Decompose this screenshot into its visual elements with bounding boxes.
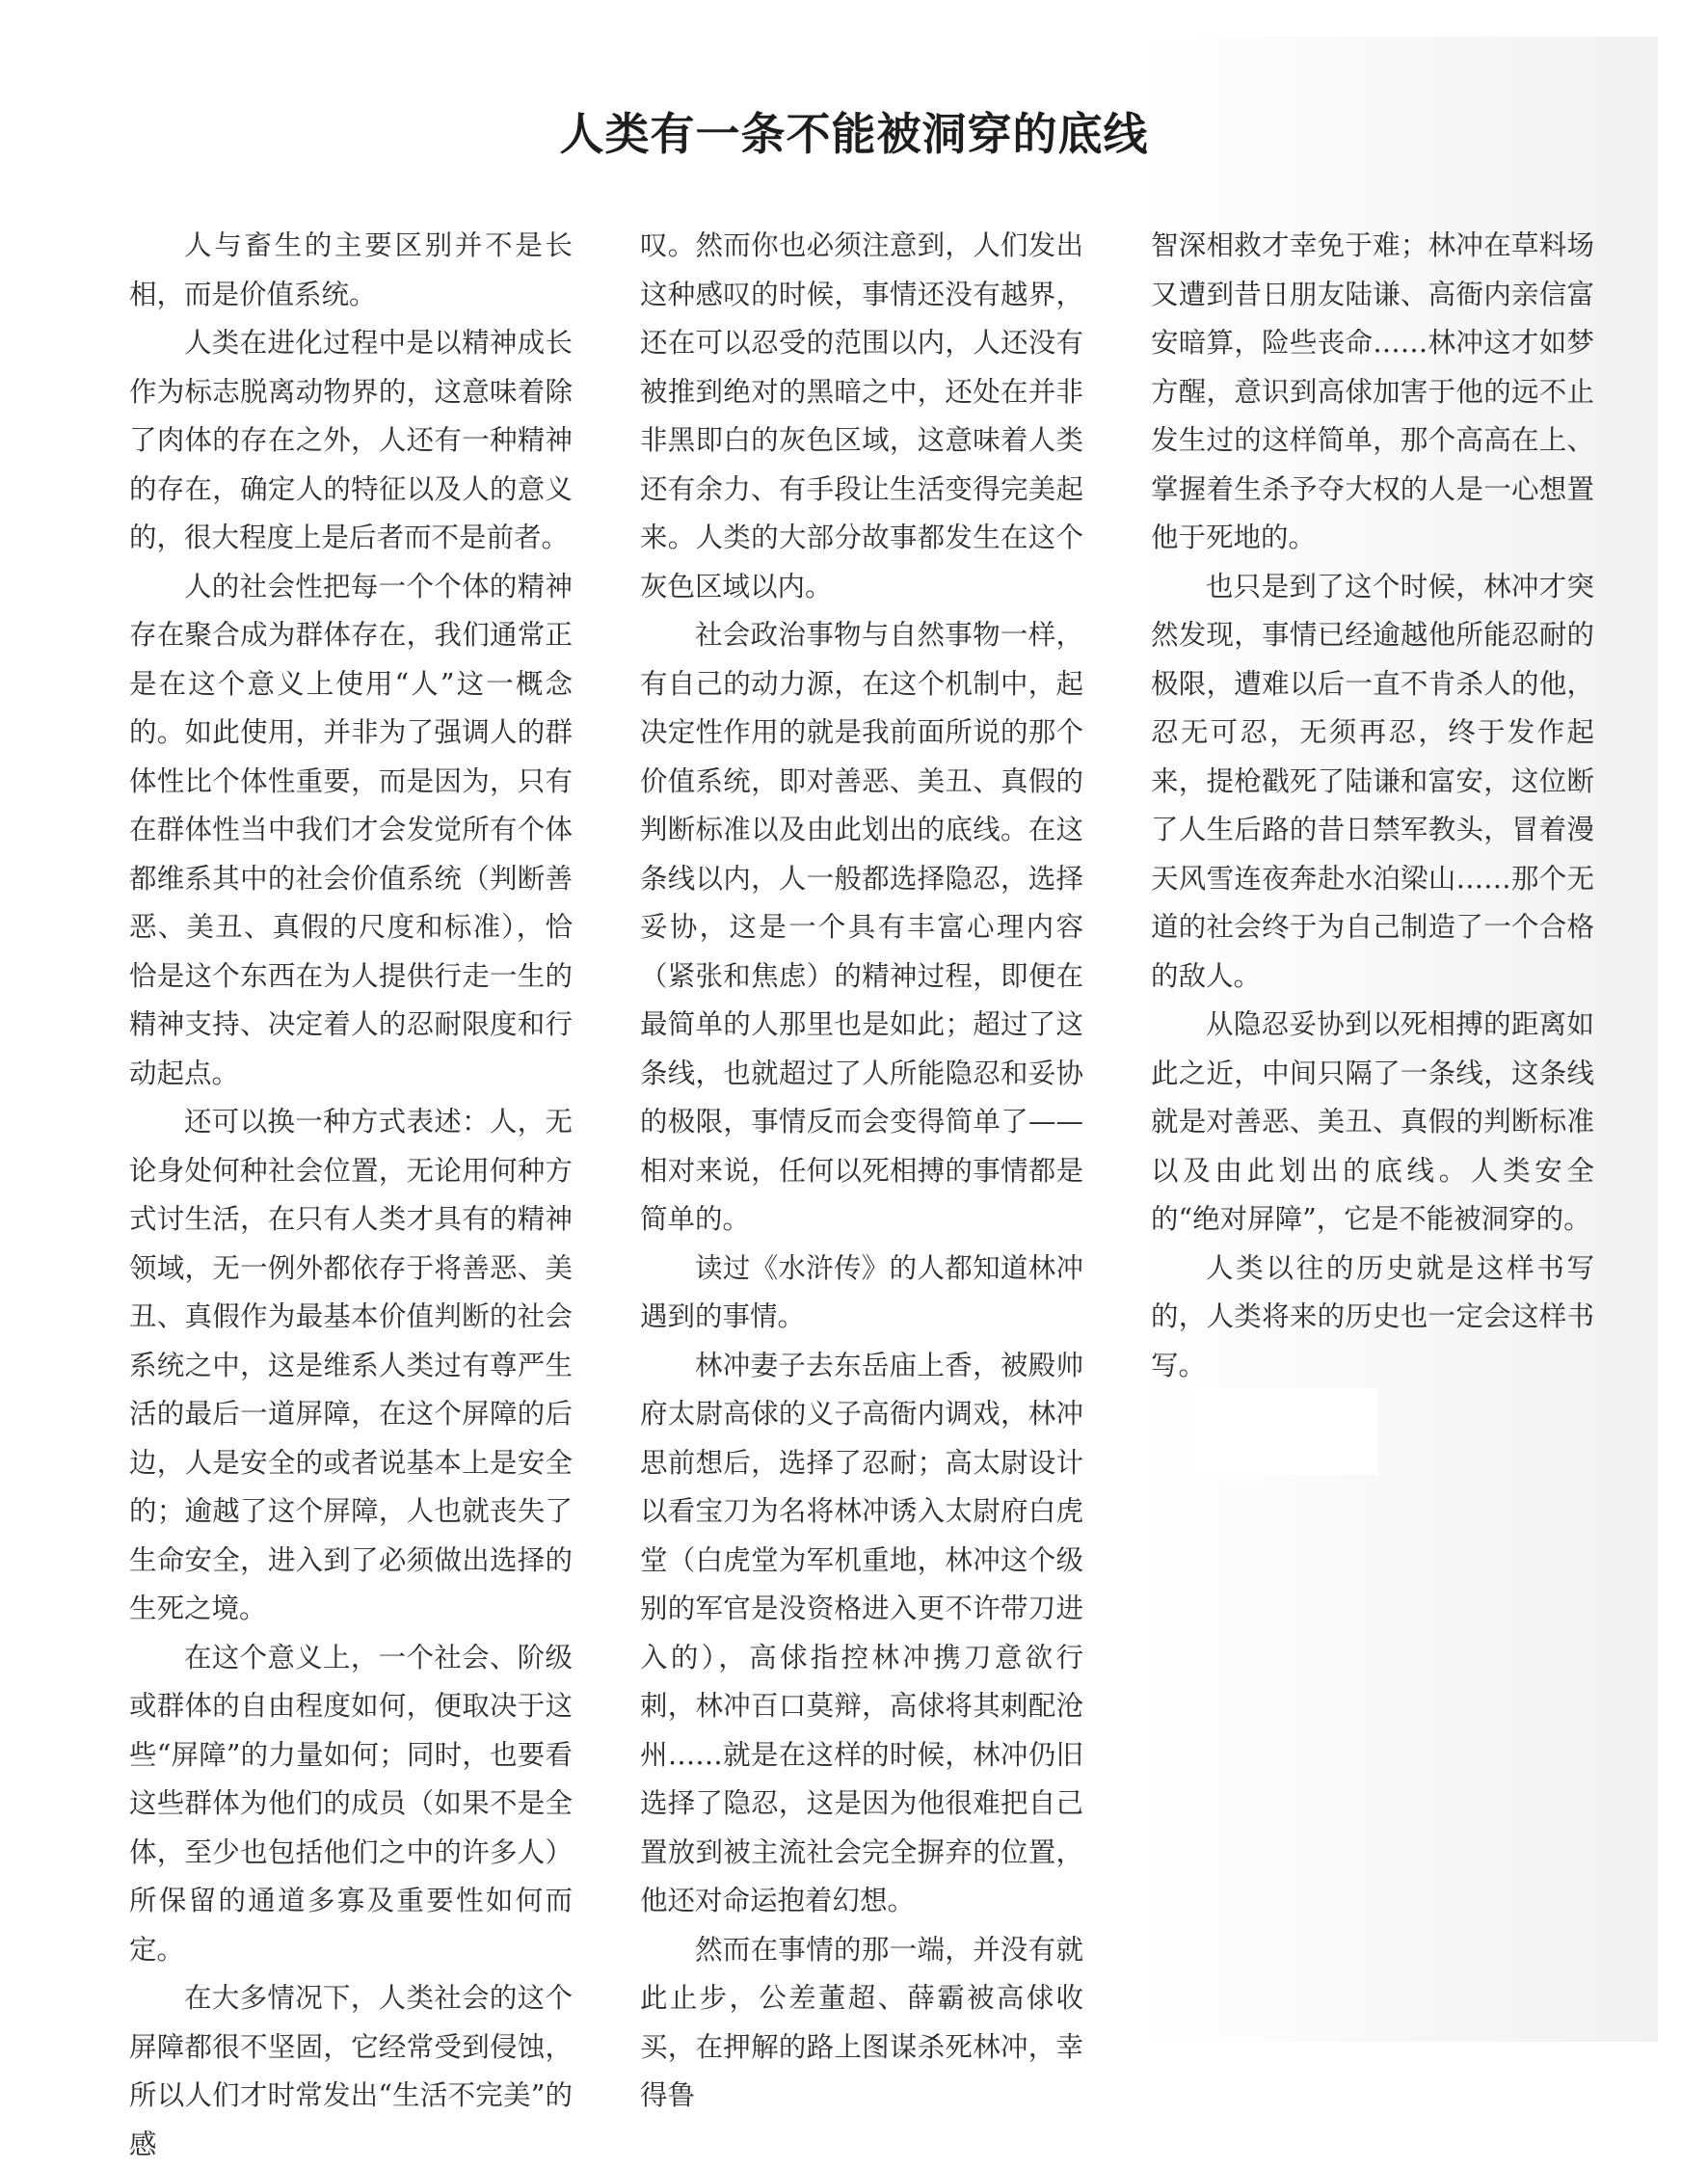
paragraph: 人类在进化过程中是以精神成长作为标志脱离动物界的，这意味着除了肉体的存在之外，人还有一种精神的存在，确定人的特征以及人的意义的，很大程度上是后者而不是前者。 <box>129 327 573 553</box>
paragraph: 然而在事情的那一端，并没有就此止步，公差董超、薛霸被高俅收买，在押解的路上图谋杀死林冲，幸得鲁 <box>640 1933 1083 2111</box>
article-column-1 <box>129 222 573 2169</box>
article-column-2 <box>640 222 1083 2121</box>
paragraph: 林冲妻子去东岳庙上香，被殿帅府太尉高俅的义子高衙内调戏，林冲思前想后，选择了忍耐；高太尉设计以看宝刀为名将林冲诱入太尉府白虎堂（白虎堂为军机重地，林冲这个级别的军官是没资格进入更不许带刀进入的），高俅指控林冲携刀意欲行刺，林冲百口莫辩，高俅将其刺配沧州……就是在这样的时候，林冲仍旧选择了隐忍，这是因为他很难把自己置放到被主流社会完全摒弃的位置，他还对命运抱着幻想。 <box>640 1349 1083 1916</box>
blank-patch <box>1195 1388 1378 1475</box>
paragraph: 社会政治事物与自然事物一样，有自己的动力源，在这个机制中，起决定性作用的就是我前面所说的那个价值系统，即对善恶、美丑、真假的判断标准以及由此划出的底线。在这条线以内，人一般都选择隐忍，选择妥协，这是一个具有丰富心理内容（紧张和焦虑）的精神过程，即便在最简单的人那里也是如此；超过了这条线，也就超过了人所能隐忍和妥协的极限，事情反而会变得简单了——相对来说，任何以死相搏的事情都是简单的。 <box>640 619 1083 1235</box>
paragraph: 人与畜生的主要区别并不是长相，而是价值系统。 <box>129 229 573 310</box>
paragraph: 人的社会性把每一个个体的精神存在聚合成为群体存在，我们通常正是在这个意义上使用“人”这一概念的。如此使用，并非为了强调人的群体性比个体性重要，而是因为，只有在群体性当中我们才会发觉所有个体都维系其中的社会价值系统（判断善恶、美丑、真假的尺度和标准），恰恰是这个东西在为人提供行走一生的精神支持、决定着人的忍耐限度和行动起点。 <box>129 570 573 1089</box>
article-title: 人类有一条不能被洞穿的底线 <box>559 107 1149 160</box>
paragraph: 从隐忍妥协到以死相搏的距离如此之近，中间只隔了一条线，这条线就是对善恶、美丑、真假的判断标准以及由此划出的底线。人类安全的“绝对屏障”，它是不能被洞穿的。 <box>1151 1008 1594 1235</box>
paragraph: 在这个意义上，一个社会、阶级或群体的自由程度如何，便取决于这些“屏障”的力量如何；同时，也要看这些群体为他们的成员（如果不是全体，至少也包括他们之中的许多人）所保留的通道多寡及重要性如何而定。 <box>129 1641 573 1966</box>
article-column-3 <box>1151 222 1594 1390</box>
paragraph: 还可以换一种方式表述：人，无论身处何种社会位置，无论用何种方式讨生活，在只有人类才具有的精神领域，无一例外都依存于将善恶、美丑、真假作为最基本价值判断的社会系统之中，这是维系人类过有尊严生活的最后一道屏障，在这个屏障的后边，人是安全的或者说基本上是安全的；逾越了这个屏障，人也就丧失了生命安全，进入到了必须做出选择的生死之境。 <box>129 1106 573 1624</box>
paragraph: 叹。然而你也必须注意到，人们发出这种感叹的时候，事情还没有越界，还在可以忍受的范围以内，人还没有被推到绝对的黑暗之中，还处在并非非黑即白的灰色区域，这意味着人类还有余力、有手段让生活变得完美起来。人类的大部分故事都发生在这个灰色区域以内。 <box>640 229 1083 602</box>
paragraph: 读过《水浒传》的人都知道林冲遇到的事情。 <box>640 1251 1083 1332</box>
paragraph: 智深相救才幸免于难；林冲在草料场又遭到昔日朋友陆谦、高衙内亲信富安暗算，险些丧命……林冲这才如梦方醒，意识到高俅加害于他的远不止发生过的这样简单，那个高高在上、掌握着生杀予夺大权的人是一心想置他于死地的。 <box>1151 229 1594 553</box>
paragraph: 人类以往的历史就是这样书写的，人类将来的历史也一定会这样书写。 <box>1151 1251 1594 1381</box>
paragraph: 也只是到了这个时候，林冲才突然发现，事情已经逾越他所能忍耐的极限，遭难以后一直不肯杀人的他，忍无可忍，无须再忍，终于发作起来，提枪戳死了陆谦和富安，这位断了人生后路的昔日禁军教头，冒着漫天风雪连夜奔赴水泊梁山……那个无道的社会终于为自己制造了一个合格的敌人。 <box>1151 570 1594 992</box>
paragraph: 在大多情况下，人类社会的这个屏障都很不坚固，它经常受到侵蚀，所以人们才时常发出“生活不完美”的感 <box>129 1982 573 2160</box>
